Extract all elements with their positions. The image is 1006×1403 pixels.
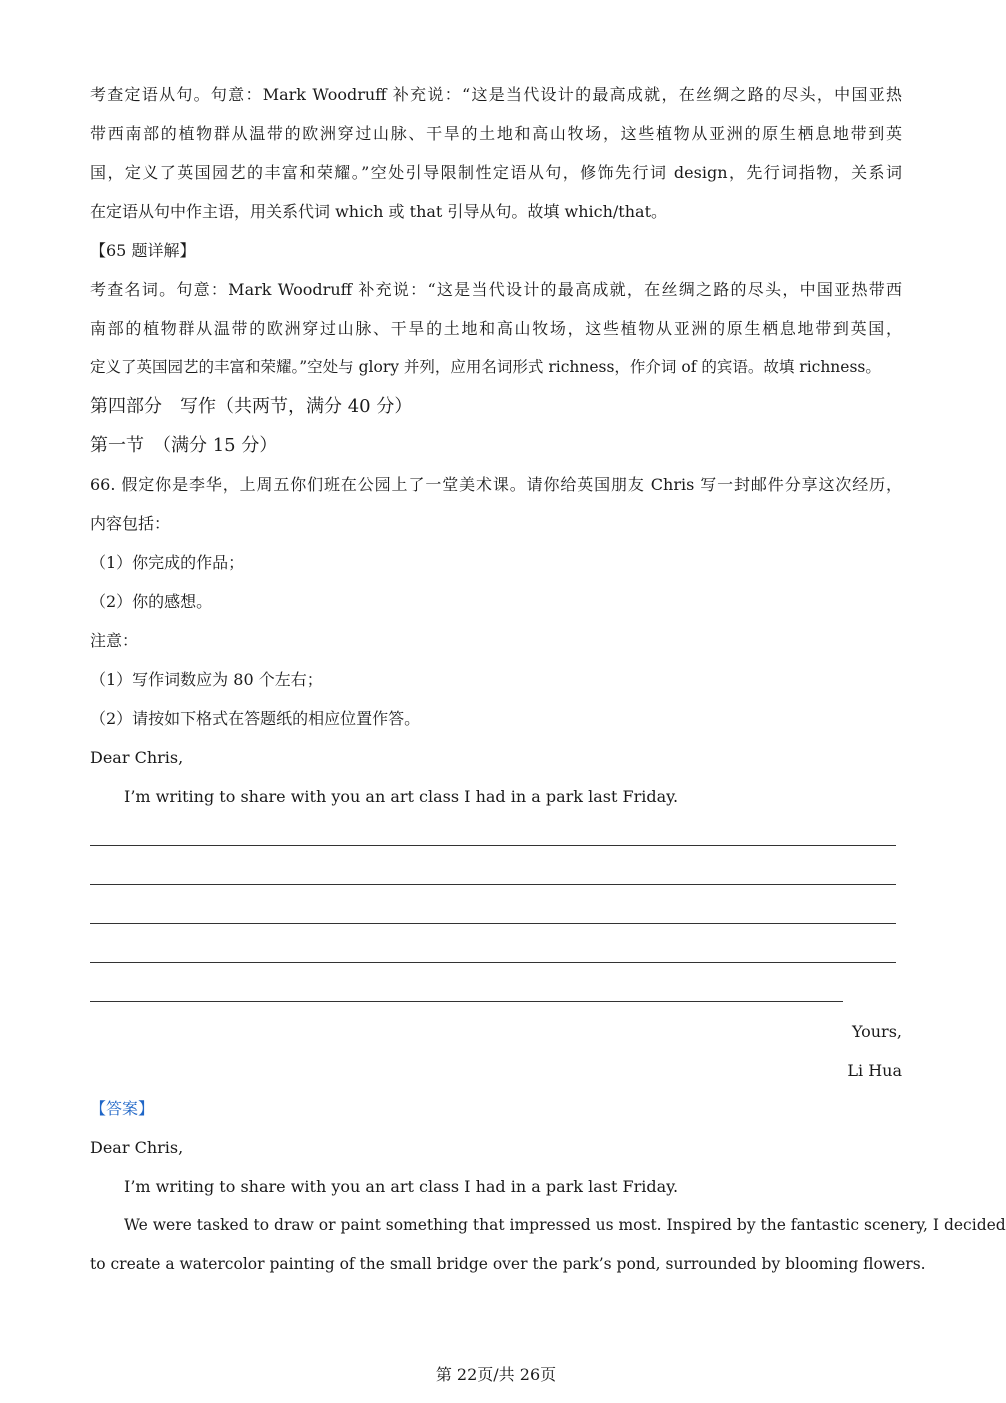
- q66-notes-label: 注意：: [90, 631, 139, 650]
- q66-prompt-line: 66. 假定你是李华，上周五你们班在公园上了一堂美术课。请你给英国朋友 Chris 写一封邮件分享这次经历，: [90, 475, 902, 494]
- writing-line: [90, 884, 896, 885]
- q65-line: 考查名词。句意：Mark Woodruff 补充说：“这是当代设计的最高成就，在丝绸之路的尽头，中国亚热带西: [90, 280, 902, 299]
- q66-prompt: [90, 465, 902, 816]
- letter-salutation: Dear Chris,: [90, 748, 184, 767]
- letter-closing: [90, 1012, 902, 1090]
- writing-line: [90, 845, 896, 846]
- answer-salutation: Dear Chris,: [90, 1138, 184, 1157]
- writing-line: [90, 1001, 843, 1002]
- q64-line: 国，定义了英国园艺的丰富和荣耀。”空处引导限制性定语从句，修饰先行词 design，先行词指物，关系词: [90, 163, 902, 182]
- letter-closing-text: Yours,: [851, 1022, 902, 1041]
- answer-body-line: to create a watercolor painting of the small bridge over the park’s pond, surrounded by blooming flowers.: [90, 1255, 926, 1273]
- q64-line: 带西南部的植物群从温带的欧洲穿过山脉、干旱的土地和高山牧场，这些植物从亚洲的原生栖息地带到英: [90, 124, 902, 143]
- letter-signature: Li Hua: [847, 1061, 902, 1080]
- q64-line: 在定语从句中作主语，用关系代词 which 或 that 引导从句。故填 which/that。: [90, 202, 667, 221]
- q66-note: （2）请按如下格式在答题纸的相应位置作答。: [90, 709, 421, 728]
- q65-explanation: [90, 270, 902, 387]
- q64-explanation: [90, 75, 902, 231]
- q66-prompt-line: 内容包括：: [90, 514, 171, 533]
- q65-header: [90, 231, 902, 270]
- section1-title: [90, 426, 902, 465]
- letter-opening: I’m writing to share with you an art class I had in a park last Friday.: [124, 787, 679, 806]
- q66-item: （2）你的感想。: [90, 592, 213, 611]
- answer-label: 【答案】: [90, 1099, 155, 1118]
- page-footer: 第 22页/共 26页: [435, 1365, 557, 1384]
- section1-title-text: 第一节 （满分 15 分）: [90, 435, 278, 456]
- q65-header-text: 【65 题详解】: [90, 241, 196, 260]
- q66-note: （1）写作词数应为 80 个左右；: [90, 670, 323, 689]
- q66-item: （1）你完成的作品；: [90, 553, 245, 572]
- answer-opening: I’m writing to share with you an art class I had in a park last Friday.: [124, 1177, 679, 1196]
- writing-line: [90, 962, 896, 963]
- q65-line: 南部的植物群从温带的欧洲穿过山脉、干旱的土地和高山牧场，这些植物从亚洲的原生栖息地带到英国，: [90, 319, 902, 338]
- answer-body-line: We were tasked to draw or paint something that impressed us most. Inspired by the fantastic scenery, I decided: [124, 1216, 1006, 1234]
- part4-title-text: 第四部分 写作（共两节，满分 40 分）: [90, 396, 413, 417]
- q64-line: 考查定语从句。句意：Mark Woodruff 补充说：“这是当代设计的最高成就，在丝绸之路的尽头，中国亚热: [90, 85, 902, 104]
- q65-line: 定义了英国园艺的丰富和荣耀。”空处与 glory 并列，应用名词形式 richness，作介词 of 的宾语。故填 richness。: [90, 358, 881, 376]
- writing-line: [90, 923, 896, 924]
- part4-title: [90, 387, 902, 426]
- answer-section: [90, 1089, 1006, 1284]
